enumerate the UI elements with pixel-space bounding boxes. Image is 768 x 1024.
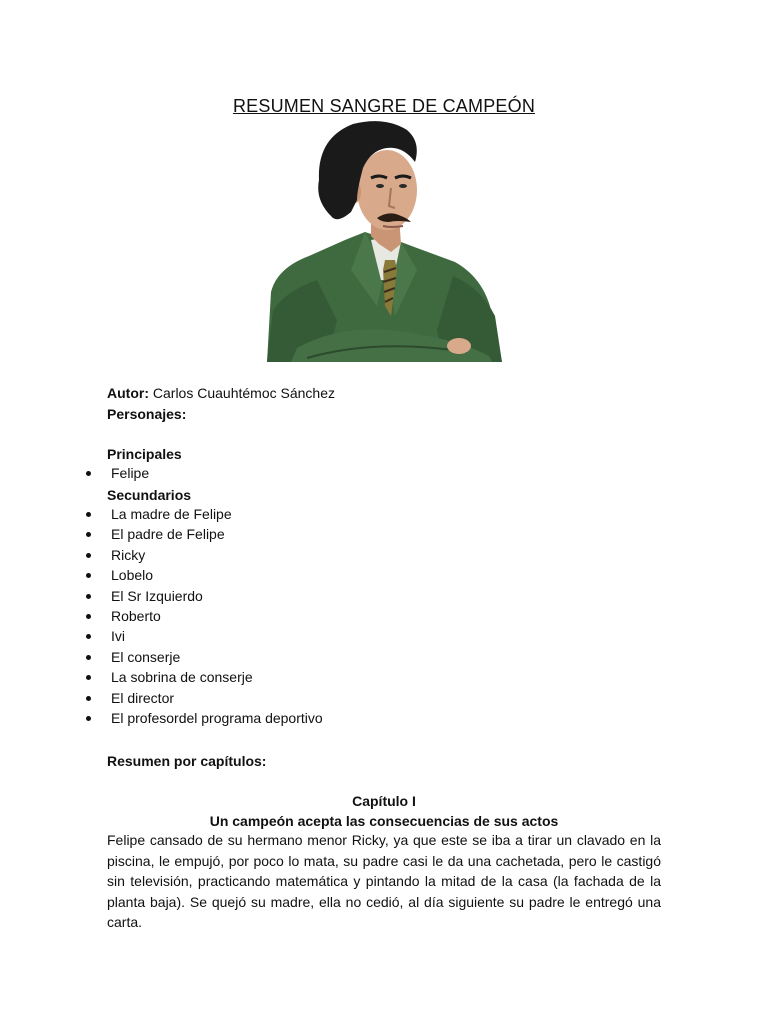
list-item: El director — [84, 688, 323, 708]
main-characters-list — [84, 463, 149, 483]
secondary-characters-heading: Secundarios — [107, 487, 192, 503]
author-portrait-image — [267, 120, 502, 362]
chapter-paragraph: Felipe cansado de su hermano menor Ricky, ya que este se iba a tirar un clavado en la piscina, le empujó, por poco lo mata, su padre casi le da una cachetada, pero le castigó sin televisión, practicando matemática y pintando la mitad de la casa (la fachada de la planta baja). Se quejó su madre, ella no cedió, al día siguiente su padre le entregó una carta. — [107, 832, 661, 931]
main-characters-heading: Principales — [107, 446, 182, 462]
list-item: La madre de Felipe — [84, 504, 323, 524]
list-item: Felipe — [84, 463, 149, 483]
author-line — [107, 384, 335, 402]
chapter-heading: Capítulo I — [352, 793, 416, 809]
chapter-subtitle: Un campeón acepta las consecuencias de sus actos — [209, 813, 559, 829]
list-item: Ricky — [84, 545, 323, 565]
summary-heading: Resumen por capítulos: — [107, 753, 267, 769]
list-item: La sobrina de conserje — [84, 667, 323, 687]
secondary-characters-list — [84, 504, 323, 728]
list-item: Roberto — [84, 606, 323, 626]
list-item: El profesordel programa deportivo — [84, 708, 323, 728]
list-item: El padre de Felipe — [84, 524, 323, 544]
list-item: Ivi — [84, 626, 323, 646]
list-item: Lobelo — [84, 565, 323, 585]
author-label: Autor: — [107, 385, 149, 401]
document-title: RESUMEN SANGRE DE CAMPEÓN — [232, 96, 536, 116]
author-name: Carlos Cuauhtémoc Sánchez — [152, 385, 335, 401]
characters-heading: Personajes: — [107, 406, 187, 422]
list-item: El Sr Izquierdo — [84, 586, 323, 606]
list-item: El conserje — [84, 647, 323, 667]
